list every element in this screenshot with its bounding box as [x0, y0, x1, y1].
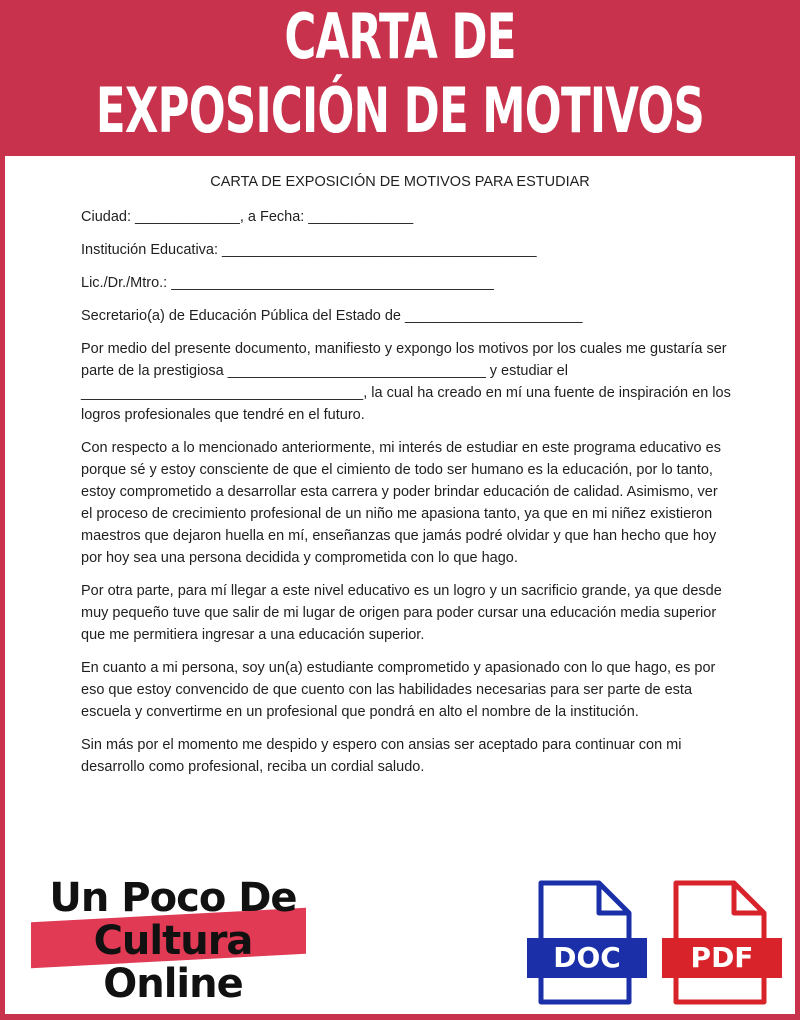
pdf-download-button[interactable]	[662, 880, 782, 1005]
institution-field: Institución Educativa: _______________________________________	[81, 242, 537, 258]
paragraph-interest: Con respecto a lo mencionado anteriormente, mi interés de estudiar en este programa educativo es porque sé y estoy consciente de que el cimiento de todo ser humano es la educación, por lo tanto, estoy comprometido a desarrollar esta carrera y poder brindar educación de calidad. Asimismo, ver el proceso de crecimiento profesional de un niño me apasiona tanto, ya que en mi niñez existieron maestros que dejaron huella en mí, enseñanzas que jamás podré olvidar y que han hecho que hoy por hoy sea una persona decidida y comprometida con lo que hago.	[81, 440, 721, 566]
paragraph-effort: Por otra parte, para mí llegar a este nivel educativo es un logro y un sacrificio grande, ya que desde muy pequeño tuve que salir de mi lugar de origen para poder cursar una educación media superior que me permitiera ingresar a una educación superior.	[81, 583, 722, 643]
paragraph-closing: Sin más por el momento me despido y espero con ansias ser aceptado para continuar con mi desarrollo como profesional, reciba un cordial saludo.	[81, 737, 682, 775]
title-line-2: EXPOSICIÓN DE MOTIVOS	[95, 74, 705, 147]
doc-download-button[interactable]	[527, 880, 647, 1005]
paragraph-intro: Por medio del presente documento, manifiesto y expongo los motivos por los cuales me gustaría ser parte de la prestigiosa ________________________________ y estudiar el ___________________________________, la cual ha creado en mí una fuente de inspiración en los logros profesionales que tendré en el futuro.	[81, 341, 731, 423]
brand-line-2: Cultura	[93, 918, 253, 964]
pdf-label: PDF	[690, 941, 754, 974]
title-line-1: CARTA DE	[284, 0, 516, 73]
doc-label: DOC	[553, 941, 621, 974]
document-body	[81, 206, 731, 789]
paragraph-personal: En cuanto a mi persona, soy un(a) estudiante comprometido y apasionado con lo que hago, es por eso que estoy convencido de que cuento con las habilidades necesarias para ser parte de esta escuela y convertirme en un profesional que pondrá en alto el nombre de la institución.	[81, 660, 716, 720]
document-heading: CARTA DE EXPOSICIÓN DE MOTIVOS PARA ESTUDIAR	[210, 174, 590, 190]
secretary-field: Secretario(a) de Educación Pública del Estado de ______________________	[81, 308, 583, 324]
brand-line-3: Online	[103, 961, 243, 1007]
brand-logo	[28, 875, 318, 1005]
brand-line-1: Un Poco De	[49, 875, 297, 921]
recipient-title-field: Lic./Dr./Mtro.: ________________________________________	[81, 275, 494, 291]
page-title	[0, 0, 800, 148]
city-date-field: Ciudad: _____________, a Fecha: _____________	[81, 209, 414, 225]
